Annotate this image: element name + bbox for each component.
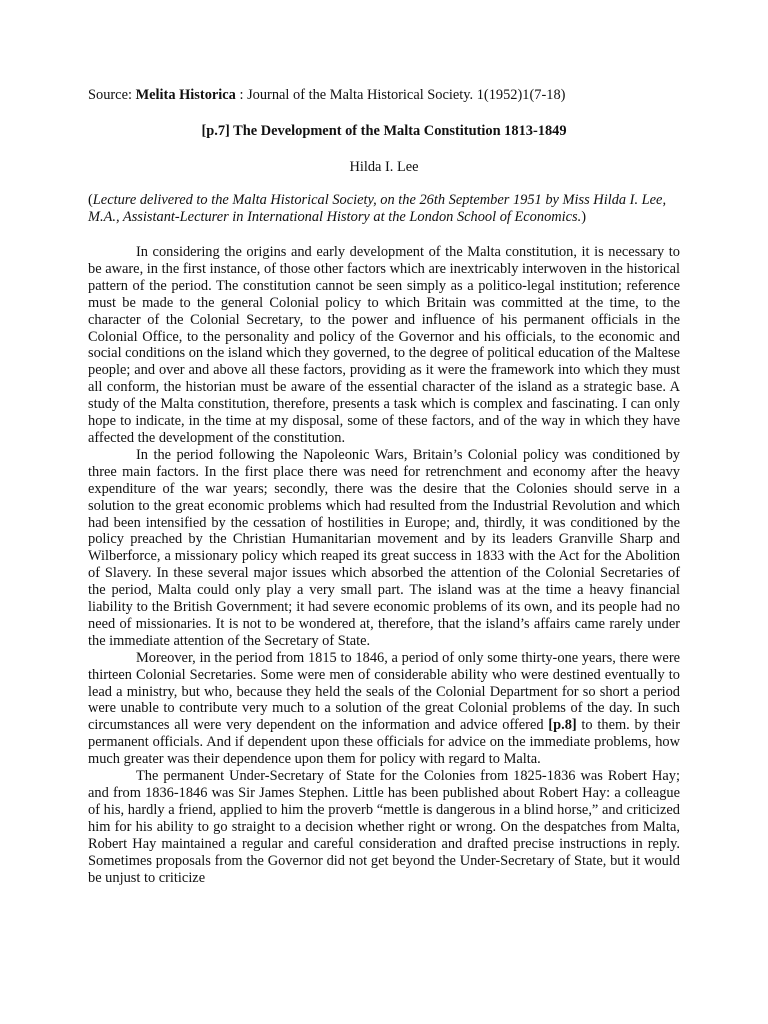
note-close-paren: )	[581, 209, 587, 225]
paragraph-3-before: Moreover, in the period from 1815 to 1846, a period of only some thirty-one years, there were thirteen Colonial Secretaries. Some were men of considerable ability who were destined eventually to lead a ministry, but who, because they held the seals of the Colonial Department for so short a period were unable to contribute very much to a solution of the great Colonial problems of the day. In such circumstances all were very dependent on the information and advice offered	[88, 649, 680, 734]
source-line	[88, 86, 680, 104]
page-marker: [p.8]	[548, 717, 577, 734]
paragraph-4: The permanent Under-Secretary of State for the Colonies from 1825-1836 was Robert Hay; and from 1836-1846 was Sir James Stephen. Little has been published about Robert Hay: a colleague of his, hardly a friend, applied to him the proverb “mettle is dangerous in a blind horse,” and criticized him for his ability to go straight to a decision whether right or wrong. On the despatches from Malta, Robert Hay maintained a regular and careful consideration and drafted precise instructions in reply. Sometimes proposals from the Governor did not get beyond the Under-Secretary of State, but it would be unjust to criticize	[88, 768, 680, 886]
note-text: Lecture delivered to the Malta Historical Society, on the 26th September 1951 by Miss Hilda I. Lee, M.A., Assistant-Lecturer in International History at the London School of Economics.	[88, 192, 667, 225]
paragraph-2: In the period following the Napoleonic Wars, Britain’s Colonial policy was conditioned by three main factors. In the first place there was need for retrenchment and economy after the heavy expenditure of the war years; secondly, there was the desire that the Colonies should serve in a solution to the great economic problems which had resulted from the Industrial Revolution and which had been intensified by the cessation of hostilities in Europe; and, thirdly, it was conditioned by the policy preached by the Christian Humanitarian movement and by its leaders Granville Sharp and Wilberforce, a missionary policy which reaped its great success in 1833 with the Act for the Abolition of Slavery. In these several major issues which absorbed the attention of the Colonial Secretaries of the period, Malta could only play a very small part. The island was at the time a heavy financial liability to the British Government; it had severe economic problems of its own, and its people had no need of missionaries. It is not to be wondered at, therefore, that the island’s affairs came rarely under the immediate attention of the Secretary of State.	[88, 446, 680, 649]
source-details: : Journal of the Malta Historical Society. 1(1952)1(7-18)	[235, 87, 566, 103]
journal-name: Melita Historica	[135, 87, 236, 103]
article-author: Hilda I. Lee	[349, 159, 419, 175]
source-prefix: Source:	[88, 87, 136, 103]
note-open-paren: (	[88, 192, 93, 208]
paragraph-3	[88, 650, 680, 768]
article-title: [p.7] The Development of the Malta Constitution 1813-1849	[201, 123, 567, 139]
lecture-note	[88, 192, 680, 226]
paragraph-3-after: to them. by their permanent officials. And if dependent upon these officials for advice on the immediate problems, how much greater was their dependence upon them for policy with regard to Malta.	[88, 717, 681, 768]
paragraph-1: In considering the origins and early development of the Malta constitution, it is necessary to be aware, in the first instance, of those other factors which are inextricably interwoven in the historical pattern of the period. The constitution cannot be seen simply as a politico-legal institution; reference must be made to the general Colonial policy to which Britain was committed at the time, to the character of the Colonial Secretary, to the power and influence of his permanent officials in the Colonial Office, to the personality and policy of the Governor and his officials, to the economic and social conditions on the island which they governed, to the degree of political education of the Maltese people; and over and above all these factors, providing as it were the framework into which they must all conform, the historian must be aware of the essential character of the island as a strategic base. A study of the Malta constitution, therefore, presents a task which is complex and fascinating. I can only hope to indicate, in the time at my disposal, some of these factors, and of the way in which they have affected the development of the constitution.	[88, 244, 680, 446]
article-body	[88, 244, 680, 886]
